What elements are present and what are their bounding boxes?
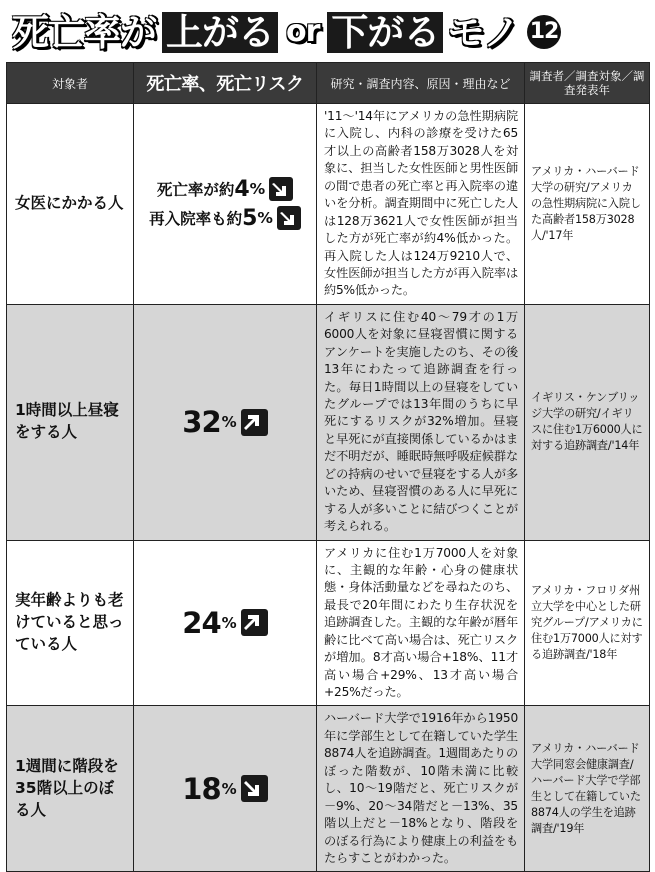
risk-value: 5 [242,205,258,231]
banner-text-part1: 死亡率が [12,10,156,54]
header-subject: 対象者 [7,63,134,104]
risk-value: 24 [182,605,221,640]
risk-unit: % [257,209,273,228]
arrow-down-icon [269,177,293,201]
risk-unit: % [221,779,237,798]
risk-unit: % [221,613,237,632]
row-risk [134,104,317,305]
row-detail: アメリカに住む1万7000人を対象に、主観的な年齢・心身の健康状態・身体活動量などを尋ねたのち、最長で20年間にわたり生存状況を追跡調査した。主観的な年齢が暦年齢に比べて高い場合は、死亡リスクが増加。8才高い場合+18%、11才高い場合+29%、13才高い場合+25%だった。 [317,540,525,706]
row-risk [134,304,317,540]
header-source: 調査者／調査対象／調査発表年 [525,63,650,104]
row-subject: 1時間以上昼寝をする人 [7,304,134,540]
row-subject: 1週間に階段を35階以上のぼる人 [7,706,134,872]
banner-text-or: or [286,14,320,49]
arrow-up-icon [241,409,268,436]
arrow-down-icon [277,206,301,230]
row-subject: 女医にかかる人 [7,104,134,305]
banner-title [12,7,561,57]
risk-prefix: 死亡率が約 [156,181,235,200]
row-detail: '11～'14年にアメリカの急性期病院に入院し、内科の診療を受けた65才以上の高齢者158万3028人を対象に、担当した女性医師と男性医師の間で患者の死亡率と再入院率の違いを分析。調査期間中に死亡した人は128万3621人で女性医師が担当した方が死亡率が約4%低かった。再入院した人は124万9210人で、女性医師が担当した方が再入院率は約5%低かった。 [317,104,525,305]
header-risk: 死亡率、死亡リスク [134,63,317,104]
table-row [7,706,650,872]
arrow-down-icon [241,775,268,802]
banner-issue-number: 12 [527,15,561,49]
row-source: アメリカ・ハーバード大学の研究/アメリカの急性期病院に入院した高齢者158万3028人/'17年 [525,104,650,305]
row-subject: 実年齢よりも老けていると思っている人 [7,540,134,706]
table-header-row [7,63,650,104]
table-row [7,104,650,305]
risk-value: 18 [182,771,221,806]
table-row [7,304,650,540]
risk-unit: % [249,180,266,199]
header-detail: 研究・調査内容、原因・理由など [317,63,525,104]
banner-text-down: 下がる [327,12,443,53]
risk-prefix: 再入院率も約 [149,210,243,229]
row-risk [134,706,317,872]
row-source: アメリカ・ハーバード大学同窓会健康調査/ハーバード大学で学部生として在籍していた8874人の学生を追跡調査/'19年 [525,706,650,872]
risk-value: 32 [182,405,221,440]
risk-value: 4 [234,176,250,202]
risk-unit: % [221,413,237,432]
row-source: イギリス・ケンブリッジ大学の研究/イギリスに住む1万6000人に対する追跡調査/'14年 [525,304,650,540]
mortality-table [6,62,650,872]
row-risk [134,540,317,706]
table-row [7,540,650,706]
banner-text-mono: モノ [447,10,520,54]
risk-line-readmission [134,206,316,231]
row-detail: イギリスに住む40～79才の1万6000人を対象に昼寝習慣に関するアンケートを実施したのち、その後13年にわたって追跡調査を行った。毎日1時間以上の昼寝をしていたグループでは13年間のうちに早死にするリスクが32%増加。昼寝と早死にが直接関係しているかはまだ不明だが、睡眠時無呼吸症候群などの持病のせいで昼寝をする人が多いため、昼寝習慣のある人に早死にする人が多いことに結びつくことが考えられる。 [317,304,525,540]
page-banner [6,5,649,60]
arrow-up-icon [241,609,268,636]
row-source: アメリカ・フロリダ州立大学を中心とした研究グループ/アメリカに住む1万7000人に対する追跡調査/'18年 [525,540,650,706]
row-detail: ハーバード大学で1916年から1950年に学部生として在籍していた学生8874人を追跡調査。1週間あたりのぼった階数が、10階未満に比較し、10～19階だと、死亡リスクが－9%、20～34階だと－13%、35階以上だと－18%となり、階段をのぼる行為により健康上の利益をもたらすことがわかった。 [317,706,525,872]
banner-text-up: 上がる [162,12,278,53]
risk-line-mortality [134,177,316,202]
